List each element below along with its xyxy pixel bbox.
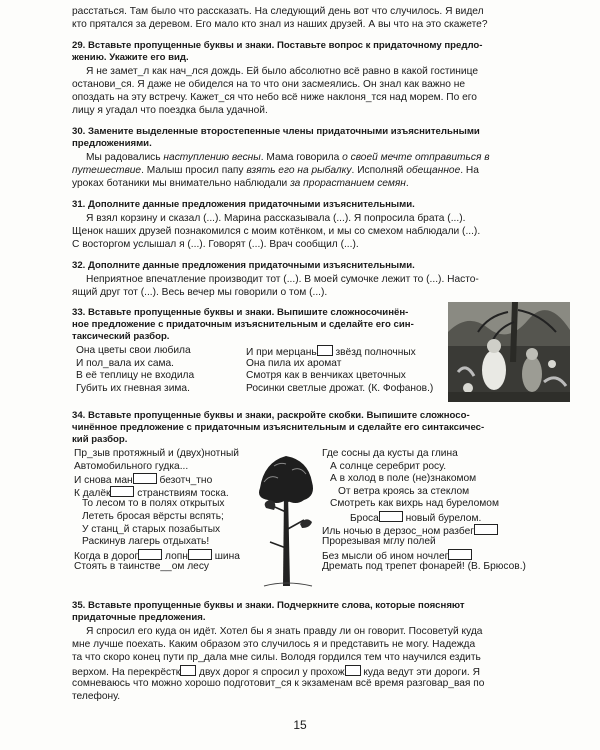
ex34-left-line: И снова ман безотч_тно bbox=[74, 475, 213, 487]
ex34-left-line: Когда в дорог лопн шина bbox=[74, 550, 240, 562]
ex29-line-3: опоздать на эту встречу. Кажет_ся что небо всё ниже наклоня_тся над морем. По его bbox=[72, 92, 477, 103]
ex35-heading-2: придаточные предложения. bbox=[72, 612, 206, 623]
ex34-poem-left bbox=[74, 448, 240, 574]
ex33-left-line: Она цветы свои любила bbox=[76, 345, 191, 356]
ex31-line-2: Щенок наших друзей познакомился с моим котёнком, и мы со смехом наблюдали (...). bbox=[72, 226, 481, 237]
ex34-right-line: Дремать под трепет фонарей! (В. Брюсов.) bbox=[322, 561, 526, 573]
ex29-line-1: Я не замет_л как нач_лся дождь. Ей было абсолютно всё равно в какой гостинице bbox=[86, 66, 478, 77]
ex35-line-4: верхом. На перекрёстк двух дорог я спросил у прохож куда ведут эти дороги. Я bbox=[72, 667, 480, 678]
ex33-left-line: И пол_вала их сама. bbox=[76, 357, 174, 369]
ex34-left-line: К далёк странствиям тоска. bbox=[74, 487, 229, 499]
ex30-heading-1: 30. Замените выделенные второстепенные члены придаточными изъяснительными bbox=[72, 126, 480, 137]
ex34-poem-right bbox=[322, 448, 526, 574]
ex34-blank-box[interactable] bbox=[448, 549, 472, 560]
ex34-right-line: Прорезывая мглу полей bbox=[322, 536, 436, 548]
ex30-highlight-5: обещанное bbox=[406, 165, 461, 176]
ex34-heading-2: чинённое предложение с придаточным изъяснительным и сделайте его синтаксичес- bbox=[72, 422, 485, 433]
ex31-heading: 31. Дополните данные предложения придаточными изъяснительными. bbox=[72, 199, 415, 210]
ex32-line-1: Неприятное впечатление производит тот (...). В моей сумочке лежит то (...). Насто- bbox=[86, 274, 479, 285]
ex34-blank-box[interactable] bbox=[133, 473, 157, 484]
ex33-poem-right bbox=[246, 345, 433, 395]
ex35-heading-1: 35. Вставьте пропущенные буквы и знаки. Подчеркните слова, которые поясняют bbox=[72, 600, 465, 611]
ex34-left-line: Пр_зыв протяжный и (двух)нотный bbox=[74, 448, 239, 459]
ex31-line-3: С восторгом услышал я (...). Говорят (...). Врач сообщил (...). bbox=[72, 239, 359, 250]
ex34-left-line: Лететь бросая вёрсты вспять; bbox=[82, 510, 224, 522]
ex30-heading-2: предложениями. bbox=[72, 138, 152, 149]
ex33-heading-1: 33. Вставьте пропущенные буквы и знаки. Выпишите сложносочинён- bbox=[72, 307, 409, 318]
ex33-right-line: Она пила их аромат bbox=[246, 357, 342, 369]
ex30-highlight-4: взять его на рыбалку bbox=[246, 165, 352, 176]
ex29-heading-2: жению. Укажите его вид. bbox=[72, 52, 189, 63]
ex34-left-line: То лесом то в полях открытых bbox=[82, 498, 225, 510]
ex32-line-2: ящий друг тот (...). Весь вечер мы говорили о том (...). bbox=[72, 287, 328, 298]
ex30-line-1: Мы радовались наступлению весны. Мама говорила о своей мечте отправиться в bbox=[86, 152, 490, 163]
ex29-line-2: останови_ся. Я даже не обиделся на то что они засмеялись. Он знал как важно не bbox=[72, 79, 465, 90]
intro-line-2: кто прятался за деревом. Его мало кто знал из наших друзей. А вы что на это скажете? bbox=[72, 19, 488, 30]
ex33-poem-left bbox=[76, 345, 194, 395]
ex34-blank-box[interactable] bbox=[110, 486, 134, 497]
ex34-heading-3: кий разбор. bbox=[72, 434, 128, 445]
ex34-blank-box[interactable] bbox=[188, 549, 212, 560]
ex30-line-3: уроках ботаники мы внимательно наблюдали за прорастанием семян. bbox=[72, 178, 409, 189]
ex34-heading-1: 34. Вставьте пропущенные буквы и знаки, раскройте скобки. Выпишите сложносо- bbox=[72, 410, 470, 421]
ex34-blank-box[interactable] bbox=[474, 524, 498, 535]
ex35-line-6: телефону. bbox=[72, 691, 121, 702]
ex35-line-5: сомневаюсь что можно хорошо подготовит_ся к экзаменам всё время разговар_вая по bbox=[72, 678, 485, 689]
ex35-blank-box[interactable] bbox=[345, 665, 361, 676]
ex33-right-line: И при мерцань звёзд полночных bbox=[246, 347, 416, 358]
ex34-right-line: А солнце серебрит росу. bbox=[330, 460, 447, 472]
ex34-right-line: Иль ночью в дерзос_ном разбег bbox=[322, 524, 526, 537]
ex34-right-line: Броса новый бурелом. bbox=[350, 512, 482, 524]
ex30-highlight-2: о своей мечте отправиться в bbox=[342, 152, 490, 163]
ex33-right-line: Смотря как в венчиках цветочных bbox=[246, 370, 406, 382]
ex34-right-line: А в холод в поле (не)знакомом bbox=[330, 473, 477, 485]
ex35-line-1: Я спросил его куда он идёт. Хотел бы я знать правду ли он говорит. Посоветуй куда bbox=[86, 626, 483, 637]
ex34-right-line: От ветра кроясь за стеклом bbox=[338, 485, 470, 497]
ex30-highlight-1: наступлению весны bbox=[163, 152, 261, 163]
ex33-heading-2: ное предложение с придаточным изъяснительным и сделайте его син- bbox=[72, 319, 414, 330]
ex30-line-2: путешествие. Малыш просил папу взять его на рыбалку. Исполняй обещанное. На bbox=[72, 165, 479, 176]
ex34-blank-box[interactable] bbox=[379, 511, 403, 522]
ex30-highlight-6: за прорастанием семян bbox=[290, 178, 406, 189]
ex34-left-line: Стоять в таинстве__ом лесу bbox=[74, 561, 210, 573]
ex35-line-2: мне лучше поехать. Каким образом это случилось я и представить не могу. Надежда bbox=[72, 639, 476, 650]
ex34-right-line: Смотреть как вихрь над буреломом bbox=[330, 498, 499, 510]
ex35-blank-box[interactable] bbox=[180, 665, 196, 676]
ex33-left-line: Губить их гневная зима. bbox=[76, 382, 190, 394]
ex33-left-line: В её теплицу не входила bbox=[76, 370, 195, 382]
ex34-left-line: Раскинув лагерь отдыхать! bbox=[82, 536, 210, 548]
ex33-blank-box[interactable] bbox=[317, 345, 333, 356]
ex35-line-3: та что скоро конец пути пр_дала мне силы. Володя гордился тем что научился ездить bbox=[72, 652, 481, 663]
garden-photo-illustration bbox=[448, 302, 570, 402]
ex34-left-line: Автомобильного гудка... bbox=[74, 460, 189, 472]
ex29-heading-1: 29. Вставьте пропущенные буквы и знаки. Поставьте вопрос к придаточному предло- bbox=[72, 40, 483, 51]
ex34-blank-box[interactable] bbox=[138, 549, 162, 560]
ex33-right-line: Росинки светлые дрожат. (К. Фофанов.) bbox=[246, 382, 434, 394]
ex31-line-1: Я взял корзину и сказал (...). Марина рассказывала (...). Я попросила брата (...). bbox=[86, 213, 466, 224]
pine-tree-illustration bbox=[256, 452, 316, 588]
ex34-left-line: У станц_й старых позабытых bbox=[82, 523, 221, 535]
page-number: 15 bbox=[293, 718, 307, 732]
ex34-right-line: Где сосны да кусты да глина bbox=[322, 448, 458, 459]
intro-line-1: расстаться. Там было что рассказать. На следующий день вот что случилось. Я видел bbox=[72, 6, 484, 17]
ex34-right-line: Без мысли об ином ночлег bbox=[322, 549, 526, 562]
ex29-line-4: лицу я угадал что поездка была удачной. bbox=[72, 105, 268, 116]
ex33-heading-3: таксический разбор. bbox=[72, 331, 170, 342]
ex30-highlight-3: путешествие bbox=[72, 165, 142, 176]
ex32-heading: 32. Дополните данные предложения придаточными изъяснительными. bbox=[72, 260, 415, 271]
